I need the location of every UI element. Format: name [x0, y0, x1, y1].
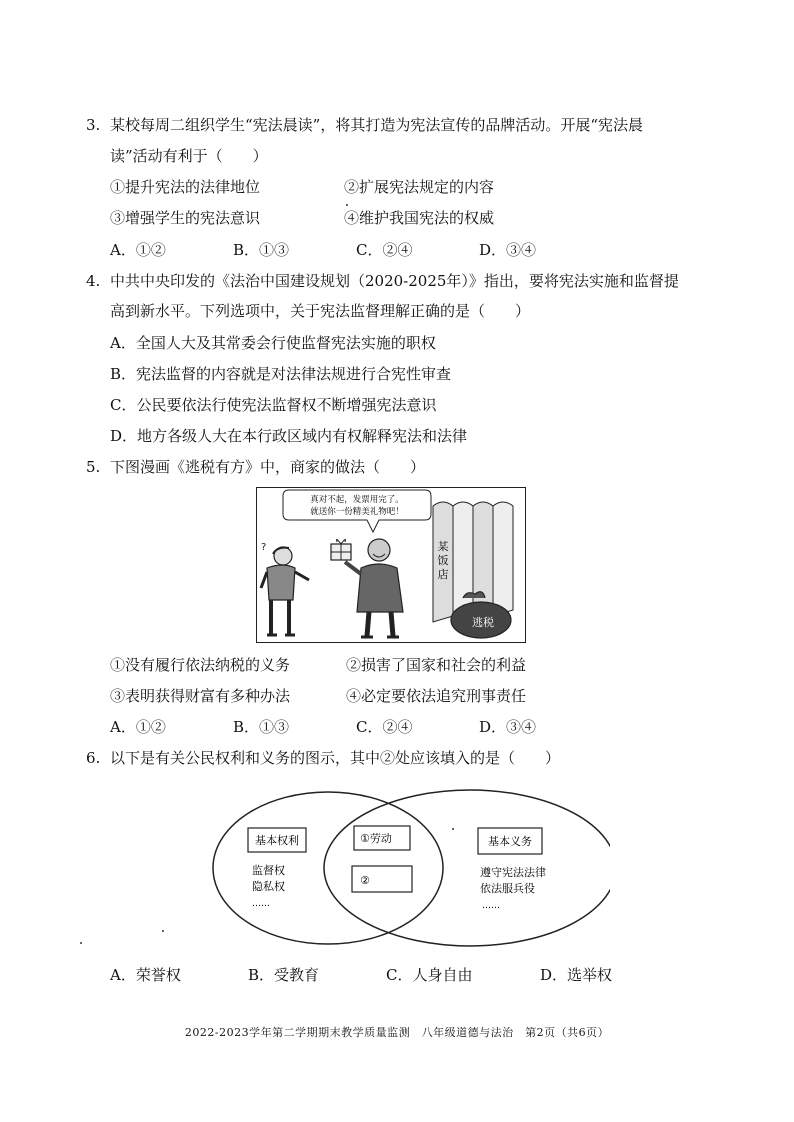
- q5-number: 5.: [86, 458, 101, 476]
- q3-item-3: ③增强学生的宪法意识: [110, 209, 261, 227]
- q5-choice-d: D．③④: [479, 718, 537, 736]
- q4-option-d: D．地方各级人大在本行政区域内有权解释宪法和法律: [110, 427, 468, 445]
- q6-choice-b: B．受教育: [248, 966, 320, 984]
- q3-item-4: ④维护我国宪法的权威: [344, 209, 495, 227]
- bag-label: 逃税: [472, 616, 494, 629]
- q3-stem-line2: 读”活动有利于（ ）: [110, 147, 268, 165]
- scan-speck: [452, 828, 454, 830]
- q5-item-3: ③表明获得财富有多种办法: [110, 687, 291, 705]
- q4-number: 4.: [86, 272, 101, 290]
- sign-char-3: 店: [437, 568, 449, 581]
- rights-item-3: ……: [252, 899, 270, 909]
- cartoon-illustration: [257, 488, 525, 642]
- q6-choice-d: D．选举权: [540, 966, 613, 984]
- duties-item-1: 遵守宪法法律: [480, 866, 546, 879]
- q6-choice-a: A．荣誉权: [110, 966, 181, 984]
- q5-item-1: ①没有履行依法纳税的义务: [110, 656, 291, 674]
- svg-text:?: ?: [261, 542, 267, 553]
- rights-duties-venn-diagram: [210, 788, 610, 948]
- overlap-item-2: ②: [360, 874, 370, 887]
- q3-item-1: ①提升宪法的法律地位: [110, 178, 261, 196]
- q3-choice-c: C．②④: [356, 241, 413, 259]
- q3-choice-d: D．③④: [479, 241, 537, 259]
- sign-char-2: 饭: [437, 554, 449, 567]
- rights-item-2: 隐私权: [252, 880, 285, 893]
- q4-stem-line2: 高到新水平。下列选项中，关于宪法监督理解正确的是（ ）: [110, 302, 531, 320]
- sign-char-1: 某: [437, 540, 449, 553]
- q5-choice-b: B．①③: [233, 718, 290, 736]
- q3-item-2: ②扩展宪法规定的内容: [344, 178, 495, 196]
- q5-choice-c: C．②④: [356, 718, 413, 736]
- q6-choice-c: C．人身自由: [386, 966, 473, 984]
- q3-number: 3.: [86, 116, 101, 134]
- speech-text-line2: 就送你一份精美礼物吧！: [310, 507, 404, 517]
- overlap-item-1: ①劳动: [360, 832, 392, 845]
- speech-text-line1: 真对不起，发票用完了。: [310, 495, 404, 505]
- q3-choice-b: B．①③: [233, 241, 290, 259]
- q5-item-4: ④必定要依法追究刑事责任: [346, 687, 527, 705]
- q5-stem: 下图漫画《逃税有方》中，商家的做法（ ）: [110, 458, 426, 476]
- duties-item-2: 依法服兵役: [480, 882, 535, 895]
- page-footer: 2022-2023学年第二学期期末教学质量监测 八年级道德与法治 第2页（共6页）: [184, 1026, 610, 1039]
- q5-item-2: ②损害了国家和社会的利益: [346, 656, 527, 674]
- q4-option-a: A．全国人大及其常委会行使监督宪法实施的职权: [110, 334, 436, 352]
- cartoon-tax-evasion: [256, 487, 526, 643]
- q4-stem-line1: 中共中央印发的《法治中国建设规划（2020-2025年）》指出，要将宪法实施和监督提: [110, 272, 679, 290]
- q4-option-c: C．公民要依法行使宪法监督权不断增强宪法意识: [110, 396, 437, 414]
- customer-figure: [261, 542, 309, 635]
- scan-speck: [162, 930, 164, 932]
- q3-choice-a: A．①②: [110, 241, 166, 259]
- shop-owner-figure: [345, 539, 403, 637]
- q3-stem-line1: 某校每周二组织学生“宪法晨读”，将其打造为宪法宣传的品牌活动。开展“宪法晨: [110, 116, 644, 134]
- rights-item-1: 监督权: [252, 864, 285, 877]
- scan-speck: [80, 942, 82, 944]
- q6-stem: 以下是有关公民权利和义务的图示，其中②处应该填入的是（ ）: [110, 749, 561, 767]
- q6-number: 6.: [86, 749, 101, 767]
- scan-speck: [346, 204, 348, 206]
- gift-box-icon: [331, 539, 351, 560]
- rights-title: 基本权利: [255, 834, 299, 847]
- duties-title: 基本义务: [488, 835, 532, 848]
- duties-item-3: ……: [482, 901, 500, 911]
- q5-choice-a: A．①②: [110, 718, 166, 736]
- q4-option-b: B．宪法监督的内容就是对法律法规进行合宪性审查: [110, 365, 452, 383]
